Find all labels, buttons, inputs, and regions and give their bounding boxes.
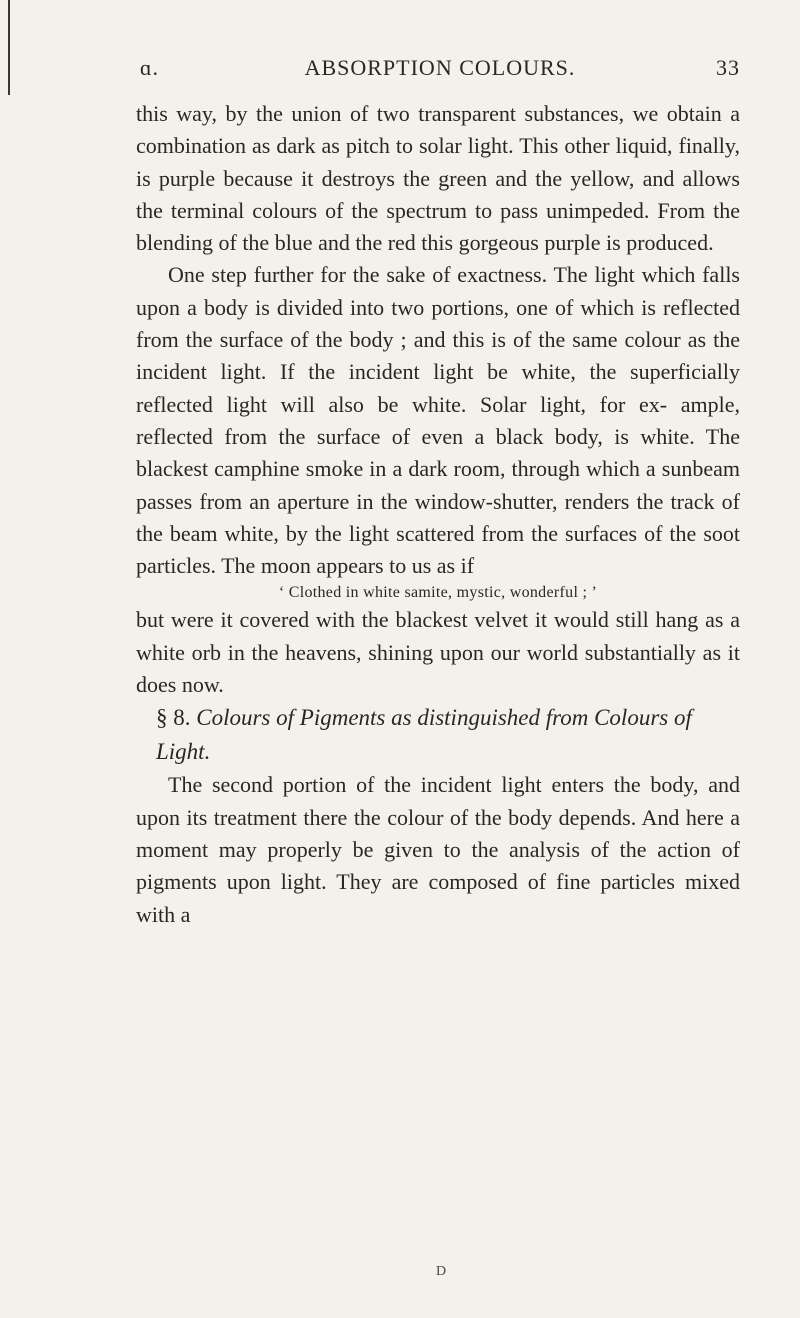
running-header <box>140 55 740 89</box>
section-title: Colours of Pigments as distinguished from Colours of Light. <box>156 705 692 765</box>
signature-mark: D <box>436 1264 447 1279</box>
body-text <box>136 98 740 931</box>
verse-quote: ‘ Clothed in white samite, mystic, wonderful ; ’ <box>278 584 598 602</box>
paragraph-4: The second portion of the incident light enters the body, and upon its treatment there the colour of the body depends. And here a moment may properly be given to the analysis of the action of pigments upon light. They are composed of fine particles mixed with a <box>136 772 740 927</box>
page-edge-mark <box>0 0 10 95</box>
header-title: ABSORPTION COLOURS. <box>304 55 576 80</box>
paragraph-3: but were it covered with the blackest velvet it would still hang as a white orb in the heavens, shining upon our world substantially as it does now. <box>136 607 740 698</box>
header-chapter-mark: ɑ. <box>140 55 160 80</box>
section-number: § 8. <box>156 705 191 731</box>
paragraph-2: One step further for the sake of exactness. The light which falls upon a body is divided into two portions, one of which is reflected from the surface of the body ; and this is of the same colour as the incident light. If the incident light be white, the superficially reflected light will also be white. Solar light, for ex- ample, reflected from the surface of even a black body, is white. The blackest camphine smoke in a dark room, through which a sunbeam passes from an aperture in the window-shutter, renders the track of the beam white, by the light scattered from the surfaces of the soot particles. The moon appears to us as if <box>136 262 740 579</box>
page-number: 33 <box>716 55 740 80</box>
paragraph-1: this way, by the union of two transparent substances, we obtain a combination as dark as pitch to solar light. This other liquid, finally, is purple because it destroys the green and the yellow, and allows the terminal colours of the spectrum to pass unimpeded. From the blending of the blue and the red this gorgeous purple is produced. <box>136 101 740 256</box>
section-heading <box>136 701 740 769</box>
